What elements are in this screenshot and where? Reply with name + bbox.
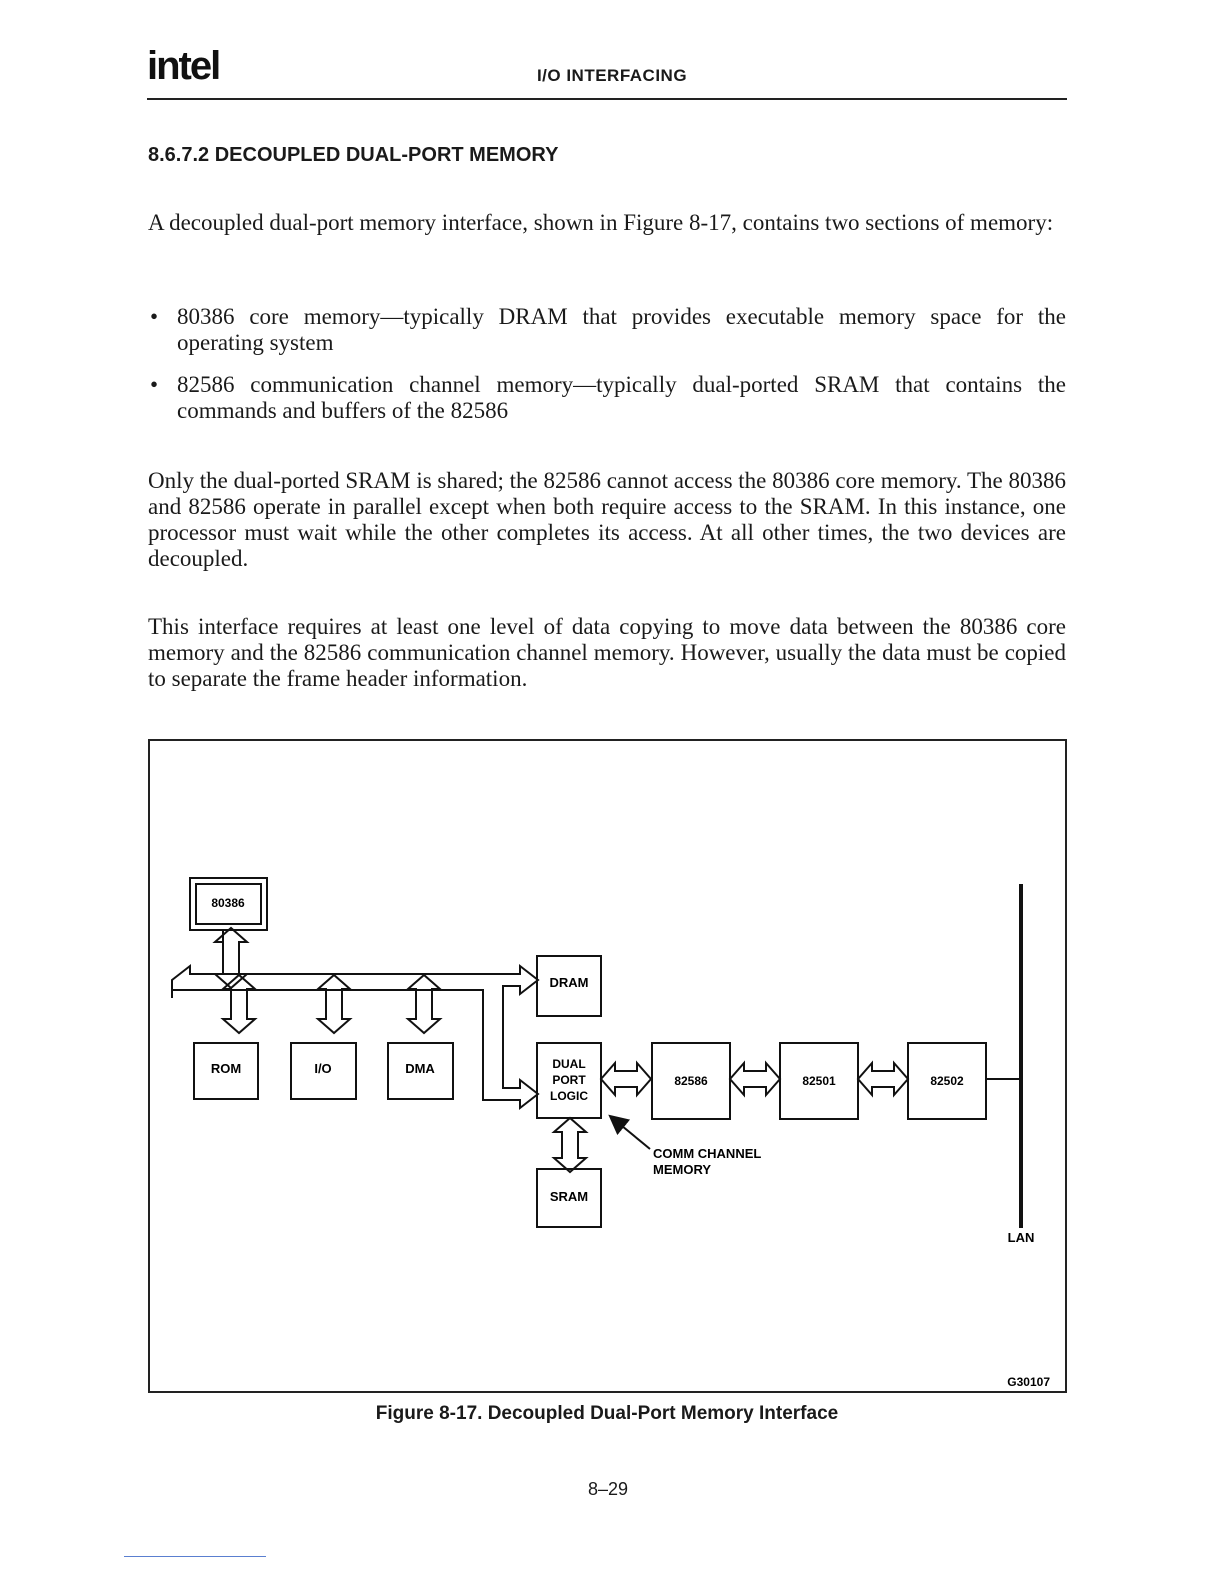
figure-id: G30107	[1007, 1375, 1050, 1389]
bullet-dot-icon: •	[150, 304, 159, 329]
82586-label: 82586	[674, 1074, 708, 1088]
io-label: I/O	[314, 1061, 332, 1076]
running-head: I/O INTERFACING	[536, 66, 688, 85]
bullet-item	[148, 372, 1066, 424]
dual-port-82586-arrow-icon	[601, 1063, 651, 1095]
82501-82502-arrow-icon	[858, 1063, 908, 1095]
cpu-80386-label: 80386	[211, 896, 245, 910]
page-number: 8–29	[587, 1479, 629, 1499]
dual-port-label-line3: LOGIC	[550, 1089, 588, 1103]
lan-bus-line	[1019, 884, 1023, 1228]
intro-paragraph: A decoupled dual-port memory interface, shown in Figure 8-17, contains two sections of memory:	[148, 210, 1054, 235]
rom-bus-arrow-icon	[223, 975, 255, 1033]
dram-label: DRAM	[549, 975, 589, 990]
dual-port-label-line1: DUAL	[552, 1057, 586, 1071]
data-copying-paragraph: This interface requires at least one level of data copying to move data between the 80386 core memory and the 82586 communication channel memory. However, usually the data must be copied to separate the frame header information.	[148, 614, 1066, 691]
scan-edge-line	[124, 1556, 266, 1557]
figure-frame	[148, 739, 1067, 1393]
bullet-text: 80386 core memory—typically DRAM that provides executable memory space for the operating system	[177, 304, 1066, 355]
shared-sram-paragraph: Only the dual-ported SRAM is shared; the 82586 cannot access the 80386 core memory. The 80386 and 82586 operate in parallel except when both require access to the SRAM. In this instance, one processor must wait while the other completes its access. At all other times, the two devices are decoupled.	[148, 468, 1066, 571]
rom-label: ROM	[210, 1061, 242, 1076]
bullet-dot-icon: •	[150, 372, 159, 397]
block-diagram	[150, 741, 1069, 1395]
sram-label: SRAM	[549, 1189, 589, 1204]
82502-label: 82502	[930, 1074, 964, 1088]
82501-label: 82501	[802, 1074, 836, 1088]
intel-logo: intel	[147, 44, 220, 88]
figure-caption: Figure 8-17. Decoupled Dual-Port Memory Interface	[375, 1403, 839, 1424]
comm-channel-pointer-icon	[616, 1121, 650, 1149]
bullet-list	[148, 304, 1066, 440]
section-title: 8.6.7.2 DECOUPLED DUAL-PORT MEMORY	[148, 144, 559, 166]
bullet-text: 82586 communication channel memory—typically dual-ported SRAM that contains the commands and buffers of the 82586	[177, 372, 1066, 423]
82586-82501-arrow-icon	[730, 1063, 780, 1095]
comm-channel-label-line1: COMM CHANNEL	[653, 1146, 762, 1161]
io-bus-arrow-icon	[318, 975, 350, 1033]
dma-label: DMA	[405, 1061, 435, 1076]
sram-arrow-icon	[554, 1118, 586, 1172]
dual-port-label-line2: PORT	[552, 1073, 586, 1087]
header-rule	[147, 98, 1067, 100]
comm-channel-label-line2: MEMORY	[653, 1162, 712, 1177]
dma-bus-arrow-icon	[408, 975, 440, 1033]
lan-label: LAN	[1007, 1230, 1035, 1245]
bullet-item	[148, 304, 1066, 356]
